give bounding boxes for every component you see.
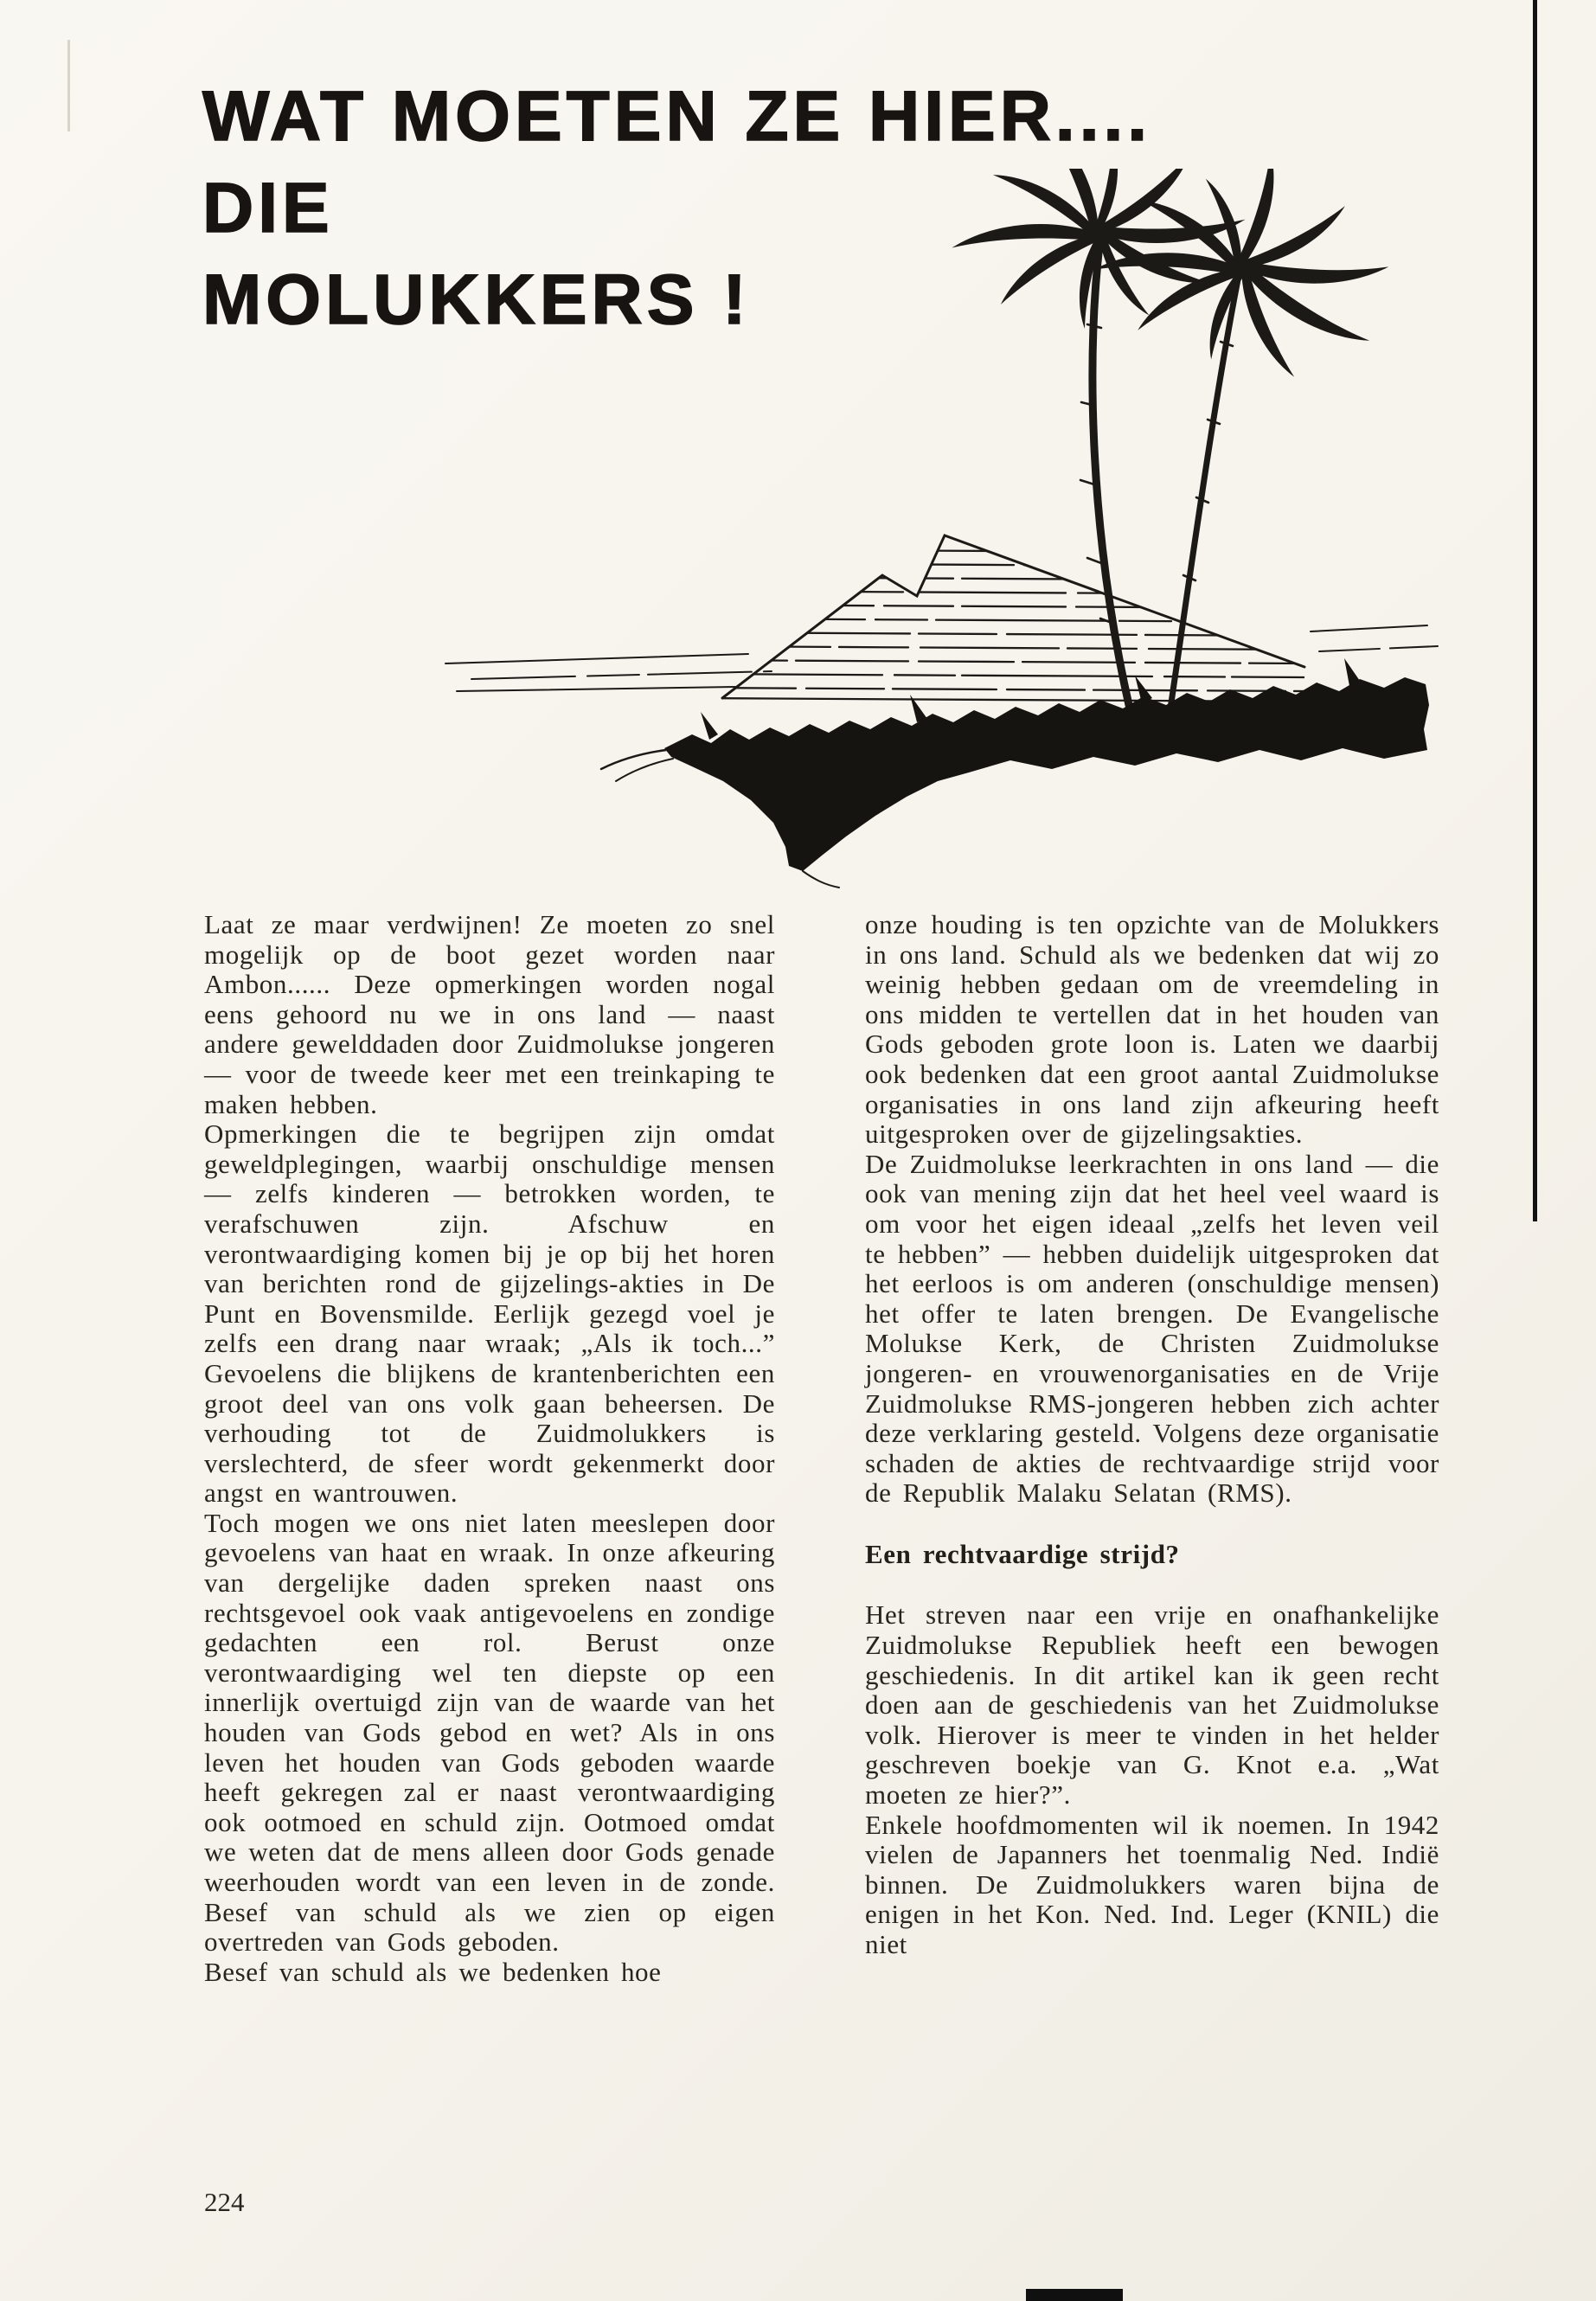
body-paragraph: Laat ze maar verdwijnen! Ze moeten zo snel mogelijk op de boot gezet worden naar Ambon...... Deze opmerkingen worden nogal eens gehoord nu we in ons land — naast andere gewelddaden door Zuidmolukse jongeren — voor de tweede keer met een treinkaping te maken hebben. bbox=[204, 909, 775, 1119]
palm-crowns bbox=[951, 169, 1390, 381]
title-line-1: WAT MOETEN ZE HIER.... bbox=[202, 77, 1152, 156]
body-paragraph: De Zuidmolukse leerkrachten in ons land — die ook van mening zijn dat het heel veel waard is om voor het eigen ideaal „zelfs het leven veil te hebben” — hebben duidelijk uitgesproken dat het eerloos is om anderen (onschuldige mensen) het offer te laten brengen. De Evangelische Molukse Kerk, de Christen Zuidmolukse jongeren- en vrouwenorganisaties en de Vrije Zuidmolukse RMS-jongeren hebben zich achter deze verklaring gesteld. Volgens deze organisatie schaden de akties de rechtvaardige strijd voor de Republik Malaku Selatan (RMS). bbox=[865, 1148, 1439, 1509]
body-paragraph: Enkele hoofdmomenten wil ik noemen. In 1942 vielen de Japanners het toenmalig Ned. Indië binnen. De Zuidmolukkers waren bijna de enigen in het Kon. Ned. Ind. Leger (KNIL) die niet bbox=[865, 1809, 1439, 1959]
body-paragraph: Besef van schuld als we bedenken hoe bbox=[204, 1956, 662, 1987]
body-paragraph: onze houding is ten opzichte van de Molukkers in ons land. Schuld als we bedenken dat wij zo weinig hebben gedaan om de vreemdeling in ons midden te vertellen dat in het houden van Gods geboden grote loon is. Laten we daarbij ook bedenken dat een groot aantal Zuidmolukse organisaties in ons land zijn afkeuring heeft uitgesproken over de gijzelingsakties. bbox=[865, 909, 1439, 1150]
title-line-3: MOLUKKERS ! bbox=[202, 260, 751, 339]
section-heading: Een rechtvaardige strijd? bbox=[865, 1538, 1180, 1569]
mountain-sketch bbox=[692, 535, 1306, 702]
body-paragraph: Het streven naar een vrije en onafhankelijke Zuidmolukse Republiek heeft een bewogen geschiedenis. In dit artikel kan ik geen recht doen aan de geschiedenis van het Zuidmolukse volk. Hierover is meer te vinden in het helder geschreven boekje van G. Knot e.a. „Wat moeten ze hier?”. bbox=[865, 1599, 1439, 1811]
body-paragraph: Toch mogen we ons niet laten meeslepen door gevoelens van haat en wraak. In onze afkeuring van dergelijke daden spreken naast ons rechtsgevoel ook vaak antigevoelens en zondige gedachten een rol. Berust onze verontwaardiging wel ten diepste op een innerlijk overtuigd zijn van de waarde van het houden van Gods gebod en wet? Als in ons leven het houden van Gods geboden waarde heeft gekregen zal er naast verontwaardiging ook ootmoed en schuld zijn. Ootmoed omdat we weten dat de mens alleen door Gods genade weerhouden wordt van een leven in de zonde. Besef van schuld als we zien op eigen overtreden van Gods geboden. bbox=[204, 1507, 775, 1958]
scan-artifact-top-left bbox=[67, 40, 70, 131]
page-number: 224 bbox=[204, 2187, 245, 2217]
island-foreground bbox=[601, 658, 1429, 888]
island-palm-illustration bbox=[433, 169, 1471, 900]
text-column-left bbox=[204, 910, 775, 1987]
body-paragraph: Opmerkingen die te begrijpen zijn omdat geweldplegingen, waarbij onschuldige mensen — zelfs kinderen — betrokken worden, te verafschuwen zijn. Afschuw en verontwaardiging komen bij je op bij het horen van berichten rond de gijzelings-akties in De Punt en Bovensmilde. Eerlijk gezegd voel je zelfs een drang naar wraak; „Als ik toch...” Gevoelens die blijkens de krantenberichten een groot deel van ons volk gaan beheersen. De verhouding tot de Zuidmolukkers is verslechterd, de sfeer wordt gekenmerkt door angst en wantrouwen. bbox=[204, 1118, 775, 1509]
sea-lines bbox=[445, 625, 1438, 691]
text-column-right bbox=[865, 910, 1439, 1960]
scan-artifact-right-border bbox=[1533, 0, 1537, 1221]
scan-artifact-bottom bbox=[1026, 2289, 1123, 2301]
title-line-2: DIE bbox=[202, 169, 334, 247]
